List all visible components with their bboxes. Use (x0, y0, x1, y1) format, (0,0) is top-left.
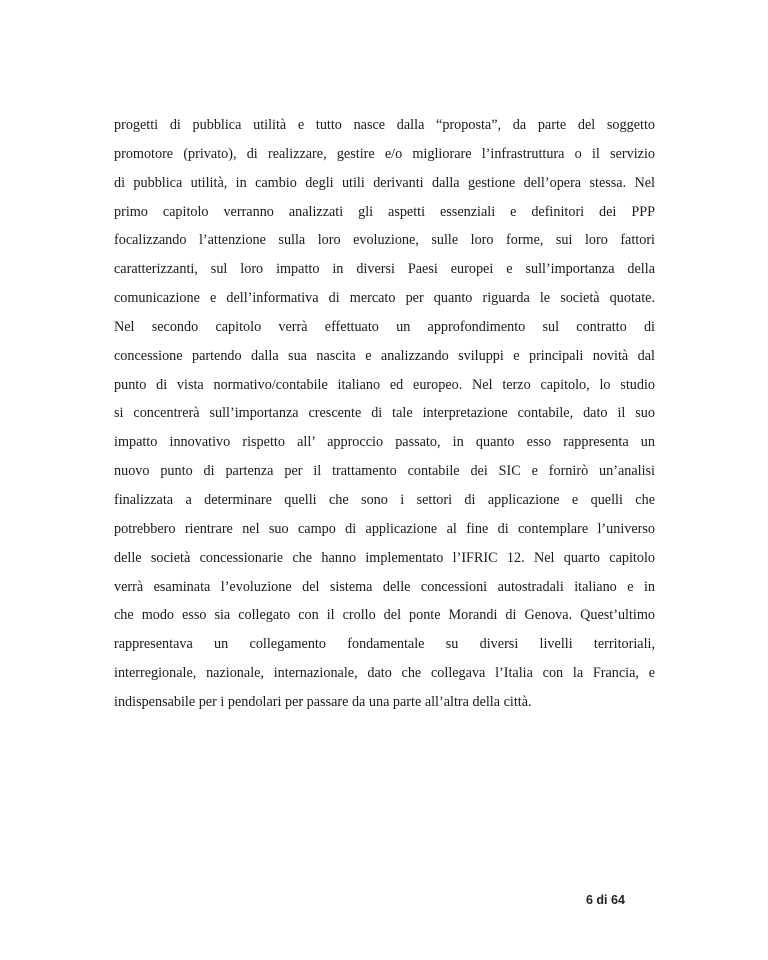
text-line: caratterizzanti, sul loro impatto in diversi Paesi europei e sull’importanza della (114, 261, 655, 278)
text-line: promotore (privato), di realizzare, gestire e/o migliorare l’infrastruttura o il servizio (114, 145, 655, 162)
text-line: potrebbero rientrare nel suo campo di applicazione al fine di contemplare l’universo (114, 520, 655, 537)
body-paragraph (114, 111, 655, 717)
text-line: Nel secondo capitolo verrà effettuato un approfondimento sul contratto di (114, 318, 655, 335)
text-line: delle società concessionarie che hanno implementato l’IFRIC 12. Nel quarto capitolo (114, 549, 655, 566)
text-line: si concentrerà sull’importanza crescente di tale interpretazione contabile, dato il suo (114, 405, 655, 422)
text-line: interregionale, nazionale, internazionale, dato che collegava l’Italia con la Francia, e (114, 665, 655, 682)
text-line: finalizzata a determinare quelli che sono i settori di applicazione e quelli che (114, 491, 655, 508)
text-line: indispensabile per i pendolari per passare da una parte all’altra della città. (114, 693, 532, 710)
text-line: che modo esso sia collegato con il crollo del ponte Morandi di Genova. Quest’ultimo (114, 607, 655, 624)
text-line: primo capitolo verranno analizzati gli aspetti essenziali e definitori dei PPP (114, 203, 655, 220)
text-line: progetti di pubblica utilità e tutto nasce dalla “proposta”, da parte del soggetto (114, 117, 655, 133)
page-number: 6 di 64 (586, 893, 625, 907)
text-line: verrà esaminata l’evoluzione del sistema delle concessioni autostradali italiano e in (114, 578, 655, 595)
text-line: punto di vista normativo/contabile italiano ed europeo. Nel terzo capitolo, lo studio (114, 376, 655, 393)
text-line: concessione partendo dalla sua nascita e analizzando sviluppi e principali novità dal (114, 347, 655, 364)
text-line: rappresentava un collegamento fondamentale su diversi livelli territoriali, (114, 636, 655, 653)
text-line: comunicazione e dell’informativa di mercato per quanto riguarda le società quotate. (114, 290, 655, 307)
text-line: nuovo punto di partenza per il trattamento contabile dei SIC e fornirò un’analisi (114, 463, 655, 480)
text-line: di pubblica utilità, in cambio degli utili derivanti dalla gestione dell’opera stessa. Nel (114, 174, 655, 191)
text-line: impatto innovativo rispetto all’ approccio passato, in quanto esso rappresenta un (114, 434, 655, 451)
text-line: focalizzando l’attenzione sulla loro evoluzione, sulle loro forme, sui loro fattori (114, 232, 655, 249)
